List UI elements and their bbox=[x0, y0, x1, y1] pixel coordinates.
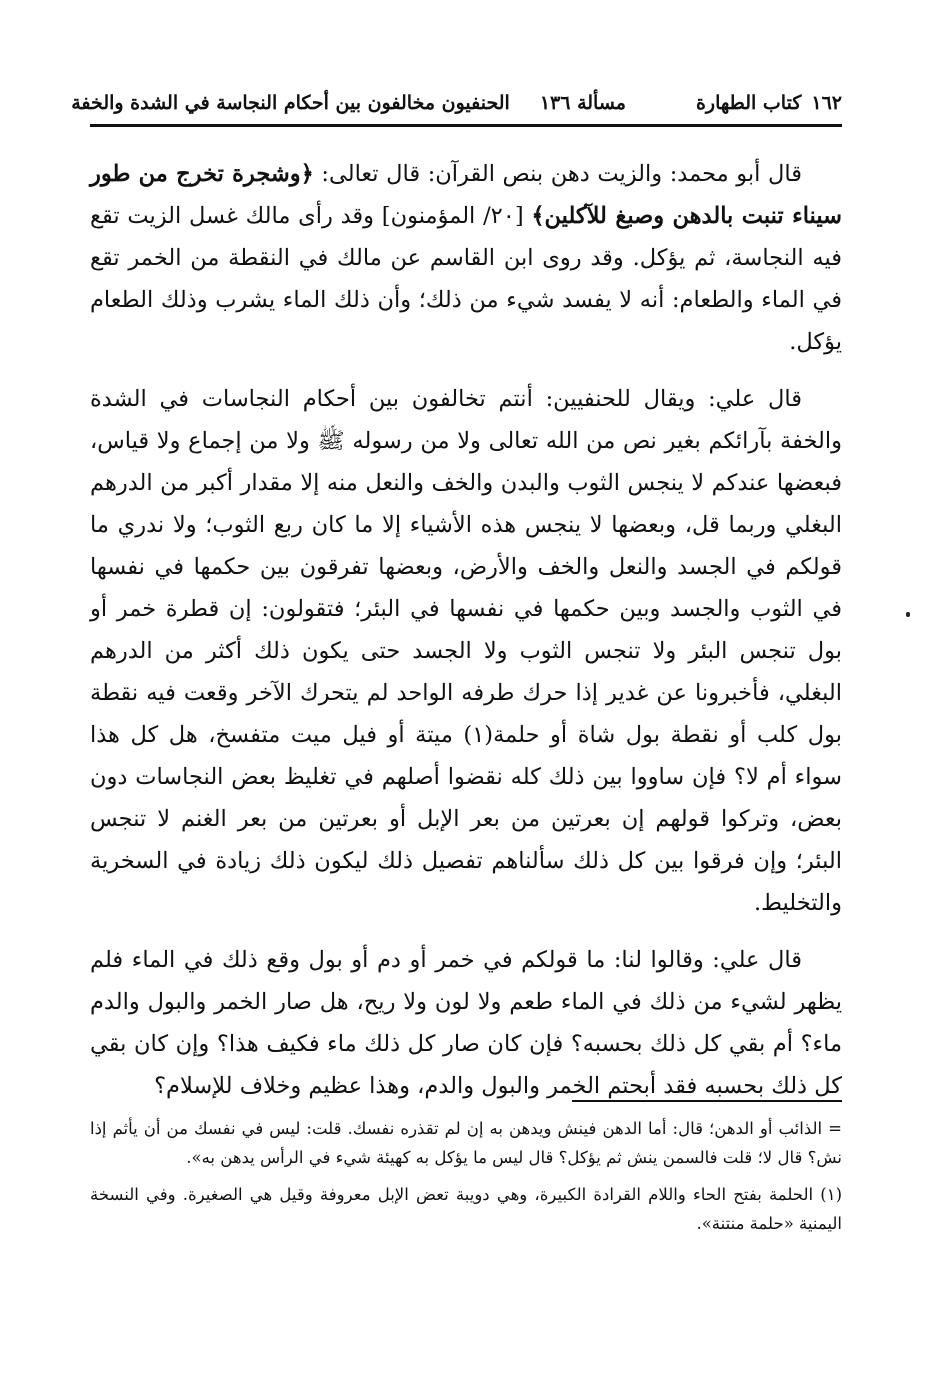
issue-number: مسألة ١٣٦ bbox=[539, 92, 626, 114]
footnotes bbox=[90, 1100, 842, 1246]
footnote-continuation: = الذائب أو الدهن؛ قال: أما الدهن فينش ويدهن به إن لم تقذره نفسك. قلت: ليس في نفسك من أن يأثم إذا نش؟ قال لا؛ قلت فالسمن ينش ثم يؤكل؟ قال ليس ما يؤكل به كهيئة شيء في الرأس يدهن به». bbox=[90, 1119, 842, 1167]
section-title: الحنفيون مخالفون بين أحكام النجاسة في الشدة والخفة bbox=[71, 92, 510, 114]
paragraph-3: قال علي: وقالوا لنا: ما قولكم في خمر أو دم أو بول وقع ذلك في الماء فلم يظهر لشيء من ذلك في الماء طعم ولا لون ولا ريح، هل صار الخمر والبول والدم ماء؟ أم بقي كل ذلك بحسبه؟ فإن كان صار كل ذلك ماء فكيف هذا؟ وإن كان بقي كل ذلك بحسبه فقد أبحتم الخمر والبول والدم، وهذا عظيم وخلاف للإسلام؟ bbox=[90, 947, 842, 1099]
ink-speck bbox=[906, 612, 910, 617]
running-header bbox=[71, 84, 842, 122]
paragraph-2: قال علي: ويقال للحنفيين: أنتم تخالفون بين أحكام النجاسات في الشدة والخفة بآرائكم بغير نص من الله تعالى ولا من رسوله ﷺ ولا من إجماع ولا قياس، فبعضها عندكم لا ينجس الثوب والبدن والخف والنعل منه إلا مقدار أكبر من الدرهم البغلي وربما قل، وبعضها لا ينجس هذه الأشياء إلا ما كان ربع الثوب؛ ولا ندري ما قولكم في الجسد والنعل والخف والأرض، وبعضها تفرقون بين حكمها في نفسها في الثوب والجسد وبين حكمها في نفسها في البئر؛ فتقولون: إن قطرة خمر أو بول تنجس البئر ولا تنجس الثوب ولا الجسد حتى يكون ذلك أكثر من الدرهم البغلي، فأخبرونا عن غدير إذا حرك طرفه الواحد لم يتحرك الآخر وقعت فيه نقطة بول كلب أو نقطة بول شاة أو حلمة(١) ميتة أو فيل ميت متفسخ، هل كل هذا سواء أم لا؟ فإن ساووا بين ذلك كله نقضوا أصلهم في تغليظ بعض النجاسات دون بعض، وتركوا قولهم إن بعرتين من بعر الإبل أو بعرتين من بعر الغنم لا تنجس البئر؛ وإن فرقوا بين كل ذلك سألناهم تفصيل ذلك ليكون ذلك زيادة في السخرية والتخليط. bbox=[90, 386, 842, 916]
footnote-rule bbox=[572, 1100, 842, 1102]
paragraph-1-intro: قال أبو محمد: والزيت دهن بنص القرآن: قال تعالى: bbox=[313, 161, 802, 187]
page-number: ١٦٢ bbox=[811, 92, 842, 114]
book-title: كتاب الطهارة bbox=[695, 92, 802, 114]
paragraph-1-rest: [٢٠/ المؤمنون] وقد رأى مالك غسل الزيت تقع فيه النجاسة، ثم يؤكل. وقد روى ابن القاسم عن مالك في النقطة من الخمر تقع في الماء والطعام: أنه لا يفسد شيء من ذلك؛ وأن ذلك الماء يشرب وذلك الطعام يؤكل. bbox=[90, 203, 842, 355]
main-text bbox=[90, 153, 842, 1107]
quran-verse: ﴿وشجرة تخرج من طور سيناء تنبت بالدهن وصبغ للآكلين﴾ bbox=[90, 161, 842, 229]
page-body bbox=[71, 84, 842, 1122]
paragraph-1 bbox=[90, 153, 842, 363]
header-rule bbox=[90, 124, 842, 127]
footnote-1: (١) الحلمة بفتح الحاء واللام القرادة الكبيرة، وهي دويبة تعض الإبل معروفة وقيل هي الصغيرة. وفي النسخة اليمنية «حلمة منتنة». bbox=[90, 1185, 842, 1233]
